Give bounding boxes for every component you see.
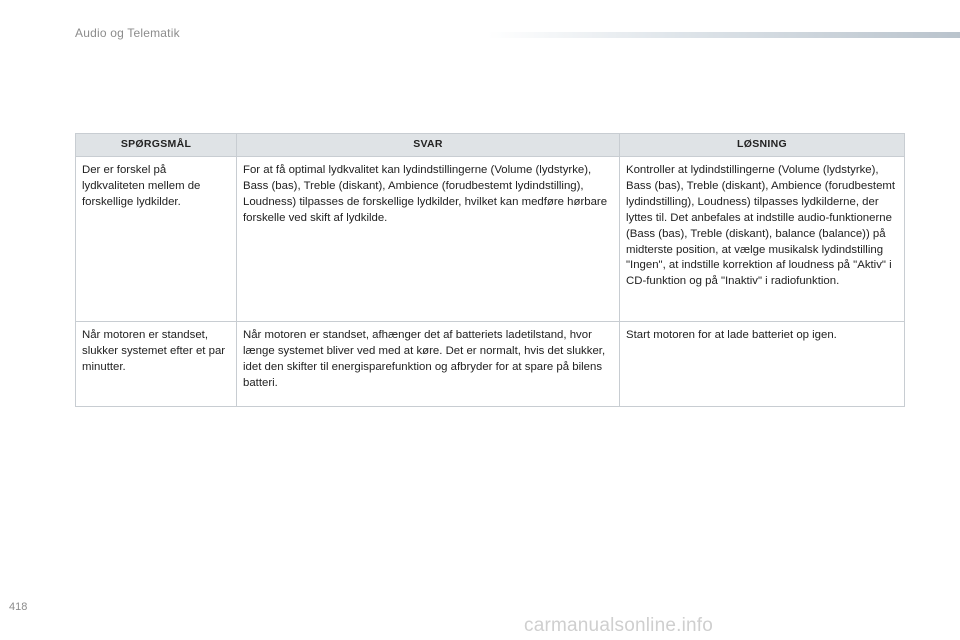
watermark: carmanualsonline.info	[524, 615, 714, 636]
solution-cell: Kontroller at lydindstillingerne (Volume (lydstyrke), Bass (bas), Treble (diskant), Ambience (forudbestemt lydindstilling), Loudness) tilpasses lydkilderne, der lyttes til. Det anbefales at indstille audio-funktionerne (Bass (bas), Treble (diskant), balance (balance)) på midterste position, at vælge musikalsk lydindstilling "Ingen", at indstille korrektion af loudness på "Aktiv" i CD-funktion og på "Inaktiv" i radiofunktion.	[620, 157, 905, 322]
answer-cell: For at få optimal lydkvalitet kan lydindstillingerne (Volume (lydstyrke), Bass (bas), Treble (diskant), Ambience (forudbestemt lydindstilling), Loudness) tilpasses de forskellige lydkilder, hvilket kan medføre hørbare forskelle ved skift af lydkilde.	[237, 157, 620, 322]
table-row	[76, 157, 905, 322]
section-title: Audio og Telematik	[75, 26, 180, 40]
question-cell: Der er forskel på lydkvaliteten mellem de forskellige lydkilder.	[76, 157, 237, 322]
table-row	[76, 322, 905, 407]
page-number: 418	[9, 601, 28, 613]
answer-cell: Når motoren er standset, afhænger det af batteriets ladetilstand, hvor længe systemet bliver ved med at køre. Det er normalt, hvis det slukker, idet den skifter til energisparefunktion og afbryder for at spare på bilens batteri.	[237, 322, 620, 407]
column-header-answer: SVAR	[237, 134, 620, 157]
question-cell: Når motoren er standset, slukker systemet efter et par minutter.	[76, 322, 237, 407]
troubleshooting-table	[75, 133, 905, 407]
table-header-row	[76, 134, 905, 157]
column-header-question: SPØRGSMÅL	[76, 134, 237, 157]
column-header-solution: LØSNING	[620, 134, 905, 157]
solution-cell: Start motoren for at lade batteriet op igen.	[620, 322, 905, 407]
header-gradient-bar	[488, 32, 960, 38]
